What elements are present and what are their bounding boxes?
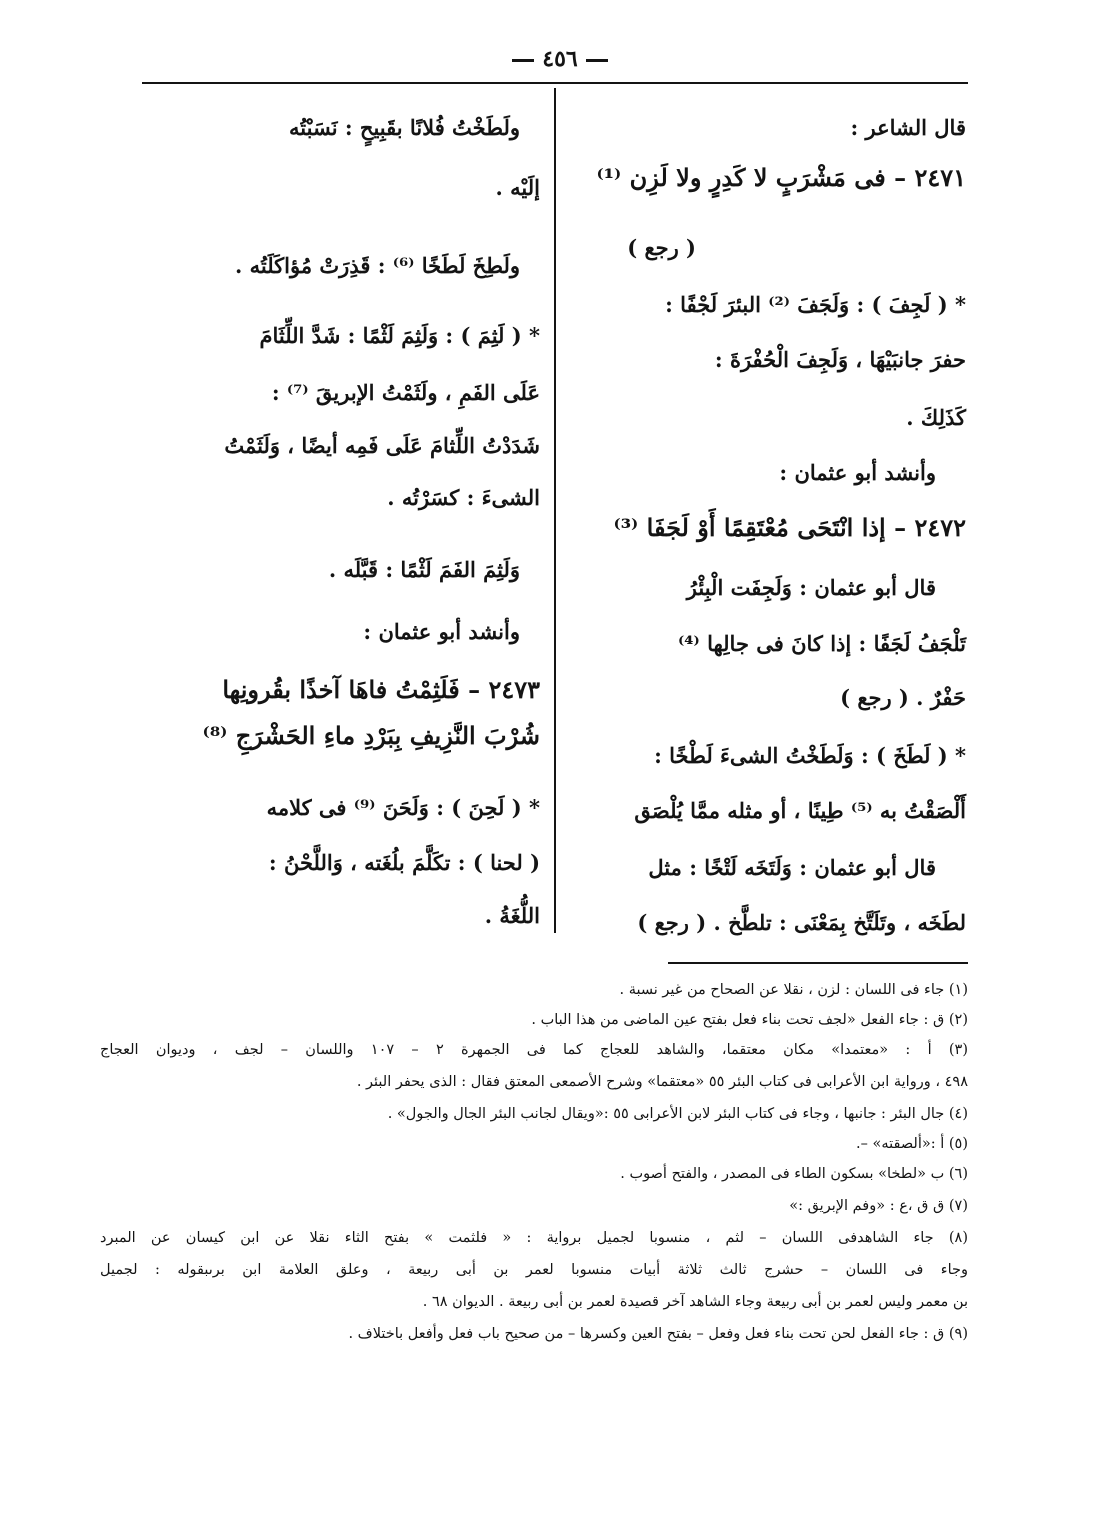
text-line: قال أبو عثمان : وَلَجِفَت الْبِئْرُ	[686, 575, 936, 600]
text-line: * ( لَطَخَ ) : وَلَطَخْتُ الشىءَ لَطْخًا :	[654, 743, 966, 768]
text-line: ولَطِخَ لَطَخًا ⁽⁶⁾ : قَذِرَتْ مُؤاكَلَتُه .	[235, 253, 520, 278]
footnote-continuation: بن معمر وليس لعمر بن أبى ربيعة وجاء الشاهد آخر قصيدة لعمر بن أبى ربيعة . الديوان ٦٨ .	[422, 1294, 968, 1310]
footnote: (٧) ق ق ،ع : «وفم الإبريق :»	[789, 1198, 968, 1214]
header-dash-left	[512, 59, 534, 62]
text-line: قال أبو عثمان : وَلَتَخَه لَتْخًا : مثل	[648, 855, 936, 880]
footnote: (٥) أ :«ألصقته» –.	[856, 1136, 968, 1152]
text-line: وأنشد أبو عثمان :	[779, 460, 936, 485]
footnote: (٦) ب «لطخا» بسكون الطاء فى المصدر ، والفتح أصوب .	[620, 1166, 968, 1182]
verse-line: ٢٤٧٢ – إذا انْتَحَى مُعْتَقِمًا أَوْ لَجَفَا ⁽³⁾	[613, 513, 966, 542]
text-line: إلَيْه .	[495, 175, 540, 200]
text-line: تَلْجَفُ لَجَفًا : إذا كانَ فى جالِها ⁽⁴⁾	[678, 631, 966, 656]
text-line: أَلْصَقْتُ به ⁽⁵⁾ طِينًا ، أو مثله ممَّا يُلْصَق	[634, 798, 966, 823]
text-line: شَدَدْتُ اللِّثامَ عَلَى فَمِه أيضًا ، وَلَثَمْتُ	[224, 433, 540, 458]
header-rule	[142, 82, 968, 84]
footnote-continuation: وجاء فى اللسان – حشرج ثالث ثلاثة أبيات منسوبا لعمر بن أبى ربيعة ، وعلق العلامة ابن برىبقوله : لجميل	[100, 1262, 968, 1278]
footnote: (٣) أ : «معتمدا» مكان معتقما، والشاهد للعجاج كما فى الجمهرة ٢ – ١٠٧ واللسان – لجف ، وديوان العجاج	[100, 1042, 968, 1058]
footnote: (٢) ق : جاء الفعل «لجف تحت بناء فعل بفتح عين الماضى من هذا الباب .	[531, 1012, 968, 1028]
text-line: * ( لَحِنَ ) : وَلَحَنَ ⁽⁹⁾ فى كلامه	[266, 795, 540, 820]
page-header	[480, 44, 640, 74]
verse-line: ٢٤٧١ – فى مَشْرَبٍ لا كَدِرٍ ولا لَزِن ⁽¹⁾	[596, 163, 966, 192]
footnote-continuation: ٤٩٨ ، ورواية ابن الأعرابى فى كتاب البئر ٥٥ «معتقما» وشرح الأصمعى المعتق فقال : الذى يحفر البئر .	[356, 1074, 968, 1090]
text-line: وأنشد أبو عثمان :	[363, 619, 520, 644]
header-dash-right	[586, 59, 608, 62]
footnote: (٩) ق : جاء الفعل لحن تحت بناء فعل وفعل – بفتح العين وكسرها – من صحيح باب فعل وأفعل باختلاف .	[348, 1326, 968, 1342]
text-line: اللُّغَةُ .	[484, 903, 540, 928]
verse-line: شُرْبَ النَّزِيفِ بِبَرْدِ ماءِ الحَشْرَجِ ⁽⁸⁾	[202, 721, 540, 750]
text-line: حَفْرٌ . ( رجع )	[840, 685, 966, 710]
text-line: وَلَثِمَ الفَمَ لَثْمًا : قَبَّلَه .	[328, 557, 520, 582]
text-line: لطَخَه ، وتَلَتَّخ بِمَعْنَى : تلطَّخ . ( رجع )	[637, 910, 966, 935]
text-line: حفرَ جانبَيْهَا ، وَلَجِفَ الْحُفْرَةَ :	[714, 347, 966, 372]
text-line: عَلَى الفَمِ ، ولَثَمْتُ الإبريقَ ⁽⁷⁾ :	[271, 380, 540, 405]
text-line: * ( لَجِفَ ) : وَلَجَفَ ⁽²⁾ البئرَ لَجْفًا :	[665, 292, 966, 317]
footnote-rule	[668, 962, 968, 964]
footnote: (٨) جاء الشاهدفى اللسان – لثم ، منسوبا لجميل برواية : « فلثمت » بفتح الثاء نقلا عن ابن كيسان عن المبرد	[100, 1230, 968, 1246]
text-line: كَذَلِكَ .	[906, 405, 966, 430]
text-line: قال الشاعر :	[850, 115, 966, 140]
page-number: ٤٥٦	[542, 46, 578, 72]
text-line: ولَطَخْتُ فُلانًا بقَبِيحٍ : نَسَبْتُه	[289, 115, 520, 140]
text-line: * ( لَثِمَ ) : وَلَثِمَ لَثْمًا : شَدَّ اللِّثَامَ	[259, 323, 540, 348]
text-line: ( لحنا ) : تكَلَّمَ بلُغَته ، وَاللَّحْنُ :	[268, 850, 540, 875]
text-line: ( رجع )	[627, 235, 696, 260]
verse-line: ٢٤٧٣ – فَلَثِمْتُ فاهَا آخذًا بقُرونِها	[222, 675, 540, 704]
column-divider	[554, 88, 556, 933]
footnote: (٤) جال البئر : جانبها ، وجاء فى كتاب البئر لابن الأعرابى ٥٥ :«ويقال لجانب البئر الجال والجول» .	[387, 1106, 968, 1122]
text-line: الشىءَ : كسَرْتُه .	[387, 485, 540, 510]
footnote: (١) جاء فى اللسان : لزن ، نقلا عن الصحاح من غير نسبة .	[619, 982, 968, 998]
